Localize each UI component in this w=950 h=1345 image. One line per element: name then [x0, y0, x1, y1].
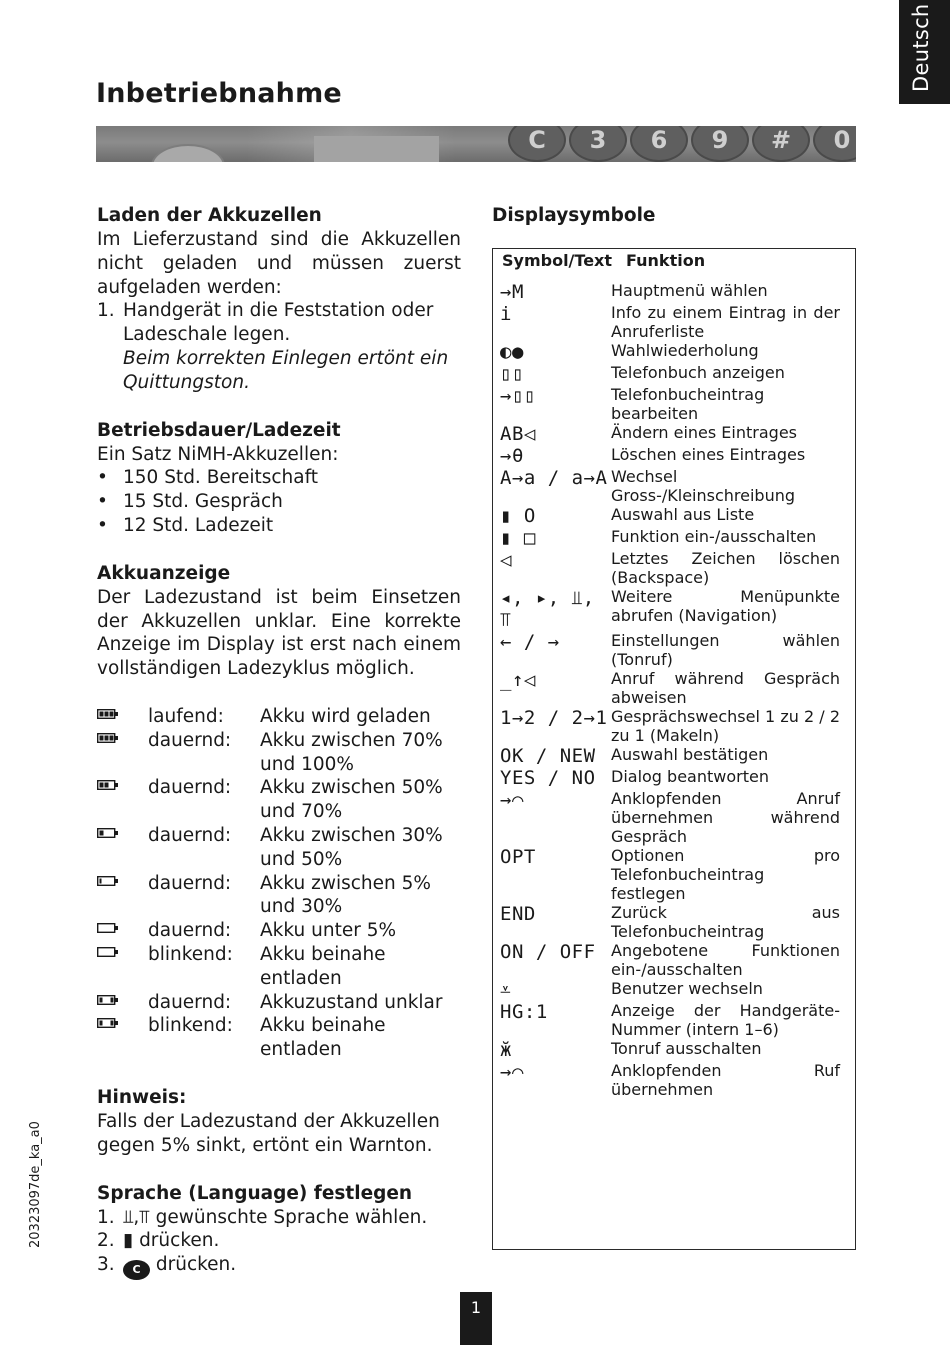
battery-unknown-icon: [97, 991, 148, 1015]
phone-button-image: [151, 144, 225, 162]
display-symbol: →⌒: [500, 1061, 524, 1083]
section-heading: Laden der Akkuzellen: [97, 205, 322, 226]
symbol-function: Auswahl aus Liste: [611, 505, 755, 524]
list-item: • 150 Std. Bereitschaft: [97, 467, 319, 489]
display-symbol: OPT: [500, 846, 536, 868]
display-symbol: ◂, ▸, ⫫, ⫪: [500, 587, 595, 631]
paragraph: Ein Satz NiMH-Akkuzellen:: [97, 443, 339, 465]
right-column: [492, 204, 856, 228]
symbol-function: Tonruf ausschalten: [611, 1039, 762, 1058]
display-symbol: OK / NEW: [500, 745, 596, 767]
document-code: 20323097de_ka_a0: [28, 1121, 43, 1248]
battery-row: blinkend: Akku beinahe entladen: [97, 943, 461, 991]
nav-up-down-icon: ⫫,⫪: [123, 1206, 150, 1228]
battery-indicator-list: [97, 705, 461, 1062]
table-row: [500, 303, 840, 341]
paragraph: Im Lieferzustand sind die Akkuzellen nicht geladen und müssen zuerst aufgeladen werden:: [97, 229, 461, 298]
battery-empty-icon: [97, 943, 148, 991]
keypad-key: 6: [630, 126, 688, 162]
step-text: Handgerät in die Feststation oder Ladeschale legen.: [123, 300, 434, 346]
table-row: [500, 363, 840, 385]
phone-keypad-banner: [96, 126, 856, 162]
battery-row: blinkend: Akku beinahe entladen: [97, 1014, 461, 1062]
table-row: [500, 941, 840, 979]
numbered-step: 1. ⫫,⫪ gewünschte Sprache wählen.: [97, 1206, 428, 1228]
display-symbol: AB◁: [500, 423, 536, 445]
table-row: [500, 445, 840, 467]
symbol-function: Wechsel Gross-/Kleinschreibung: [611, 467, 795, 505]
display-symbols-table: [492, 248, 856, 1250]
display-symbol: ⩡: [500, 979, 512, 1001]
battery-row: dauernd: Akku unter 5%: [97, 919, 461, 943]
step-result: Beim korrekten Einlegen ertönt ein Quittungston.: [123, 347, 449, 393]
battery-two-bars-icon: [97, 776, 148, 824]
phone-display-image: [314, 136, 439, 162]
table-row: [500, 549, 840, 587]
paragraph: Der Ladezustand ist beim Einsetzen der Akkuzellen unklar. Eine korrekte Anzeige im Display ist erst nach einem vollständigen Ladezyklus möglich.: [97, 586, 461, 680]
symbol-function: Info zu einem Eintrag in der Anruferliste: [611, 303, 840, 341]
symbol-function: Anzeige der Handgeräte-Nummer (intern 1–6): [611, 1001, 840, 1039]
numbered-step: 2. ▮ drücken.: [97, 1230, 220, 1252]
keypad-key: 0: [813, 126, 856, 162]
display-symbol: 1→2 / 2→1: [500, 707, 608, 729]
display-symbol: ▮ □: [500, 527, 536, 549]
symbol-function: Telefonbucheintrag bearbeiten: [611, 385, 765, 423]
table-header: [502, 251, 705, 270]
display-symbol: YES / NO: [500, 767, 596, 789]
table-row: [500, 505, 840, 527]
symbol-function: Einstellungen wählen (Tonruf): [611, 631, 840, 669]
battery-charging-icon: [97, 705, 148, 729]
section-heading: Sprache (Language) festlegen: [97, 1182, 413, 1204]
symbol-function: Hauptmenü wählen: [611, 281, 768, 300]
display-symbol: i: [500, 303, 512, 325]
section-heading: Akkuanzeige: [97, 562, 231, 584]
battery-row: laufend: Akku wird geladen: [97, 705, 461, 729]
table-row: [500, 669, 840, 707]
table-row: [500, 745, 840, 767]
battery-row: dauernd: Akku zwischen 30% und 50%: [97, 824, 461, 872]
symbol-function: Telefonbuch anzeigen: [611, 363, 785, 382]
display-symbol: →M: [500, 281, 524, 303]
symbol-function: Zurück aus Telefonbucheintrag: [611, 903, 840, 941]
symbol-function: Anklopfenden Ruf übernehmen: [611, 1061, 840, 1099]
table-row: [500, 281, 840, 303]
display-symbol: →θ: [500, 445, 524, 467]
symbol-function: Optionen pro Telefonbucheintrag festlegen: [611, 846, 840, 903]
battery-row: dauernd: Akku zwischen 50% und 70%: [97, 776, 461, 824]
table-row: [500, 1001, 840, 1039]
page-title: Inbetriebnahme: [96, 78, 342, 109]
table-row: [500, 846, 840, 903]
display-symbol: ← / →: [500, 631, 560, 653]
section-heading: Displaysymbole: [492, 205, 656, 226]
display-symbol: →▯▯: [500, 385, 536, 407]
column-header: Funktion: [626, 251, 706, 270]
table-row: [500, 903, 840, 941]
section-heading: Hinweis:: [97, 1086, 187, 1108]
table-row: [500, 467, 840, 505]
symbol-function: Dialog beantworten: [611, 767, 769, 786]
paragraph: Falls der Ladezustand der Akkuzellen gegen 5% sinkt, ertönt ein Warnton.: [97, 1110, 440, 1156]
battery-full-icon: [97, 729, 148, 777]
c-key-icon: C: [123, 1260, 150, 1280]
display-symbol: ▯▯: [500, 363, 524, 385]
symbol-function: Anklopfenden Anruf übernehmen während Gespräch: [611, 789, 840, 846]
table-row: [500, 587, 840, 631]
display-symbol: →⌒: [500, 789, 524, 811]
symbol-function: Wahlwiederholung: [611, 341, 759, 360]
symbol-function: Gesprächswechsel 1 zu 2 / 2 zu 1 (Makeln): [611, 707, 840, 745]
battery-one-bar-icon: [97, 824, 148, 872]
display-symbol: ON / OFF: [500, 941, 596, 963]
keypad-key: C: [508, 126, 566, 162]
display-symbol: _↑◁: [500, 669, 536, 691]
symbol-function: Funktion ein-/ausschalten: [611, 527, 817, 546]
table-row: [500, 1039, 840, 1061]
display-symbol: HG:1: [500, 1001, 548, 1023]
numbered-step: 1. Handgerät in die Feststation oder Ladeschale legen. Beim korrekten Einlegen ertönt ein Quittungston.: [97, 299, 461, 394]
symbol-function: Auswahl bestätigen: [611, 745, 769, 764]
keypad-key: 9: [691, 126, 749, 162]
table-row: [500, 789, 840, 846]
symbol-function: Ändern eines Eintrages: [611, 423, 797, 442]
list-item: • 12 Std. Ladezeit: [97, 514, 274, 536]
battery-unknown-icon: [97, 1014, 148, 1062]
numbered-step: 3. C drücken.: [97, 1253, 461, 1280]
symbol-function: Weitere Menüpunkte abrufen (Navigation): [611, 587, 840, 625]
table-row: [500, 527, 840, 549]
display-symbol: ▮ O: [500, 505, 536, 527]
symbol-function: Anruf während Gespräch abweisen: [611, 669, 840, 707]
softkey-icon: ▮: [123, 1230, 134, 1252]
battery-row: dauernd: Akkuzustand unklar: [97, 991, 461, 1015]
battery-row: dauernd: Akku zwischen 5% und 30%: [97, 872, 461, 920]
symbol-function: Letztes Zeichen löschen (Backspace): [611, 549, 840, 587]
battery-low-icon: [97, 872, 148, 920]
display-symbol: ◁: [500, 549, 512, 571]
keypad-key: 3: [569, 126, 627, 162]
display-symbol: ӂ: [500, 1039, 512, 1061]
symbol-function: Benutzer wechseln: [611, 979, 763, 998]
language-tab: Deutsch: [899, 0, 950, 104]
table-row: [500, 707, 840, 745]
left-column: [97, 204, 461, 1280]
table-row: [500, 341, 840, 363]
table-row: [500, 385, 840, 423]
symbol-function: Löschen eines Eintrages: [611, 445, 806, 464]
display-symbol: END: [500, 903, 536, 925]
table-row: [500, 631, 840, 669]
table-row: [500, 423, 840, 445]
display-symbol: ◐●: [500, 341, 524, 363]
keypad-key: #: [752, 126, 810, 162]
page-number: 1: [460, 1292, 492, 1345]
battery-empty-icon: [97, 919, 148, 943]
section-heading: Betriebsdauer/Ladezeit: [97, 419, 341, 441]
display-symbol: A→a / a→A: [500, 467, 608, 489]
table-row: [500, 767, 840, 789]
table-body: [500, 281, 840, 1099]
symbol-function: Angebotene Funktionen ein-/ausschalten: [611, 941, 840, 979]
table-row: [500, 979, 840, 1001]
table-row: [500, 1061, 840, 1099]
list-item: • 15 Std. Gespräch: [97, 491, 283, 513]
column-header: Symbol/Text: [502, 251, 613, 270]
battery-row: dauernd: Akku zwischen 70% und 100%: [97, 729, 461, 777]
